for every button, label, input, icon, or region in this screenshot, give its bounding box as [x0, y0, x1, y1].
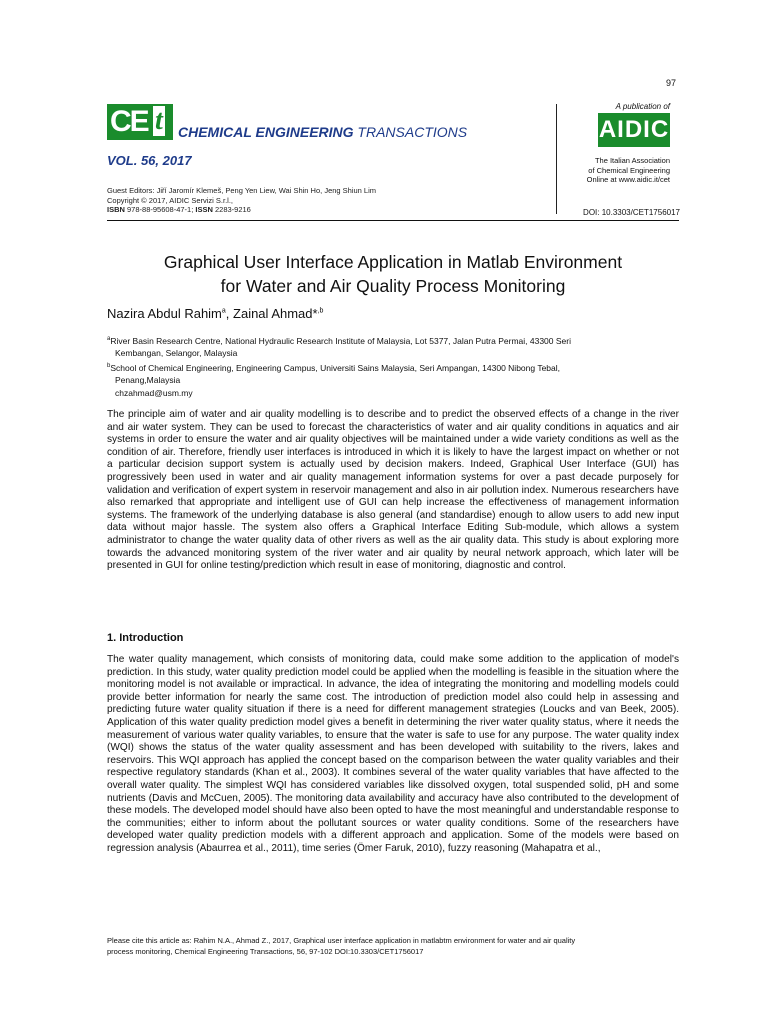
journal-title	[178, 124, 467, 140]
cet-logo	[107, 104, 173, 140]
affiliation-b	[107, 360, 679, 374]
issn-value: 2283-9216	[212, 205, 251, 214]
editors-block	[107, 186, 376, 215]
association-line: The Italian Association	[594, 156, 670, 165]
authors	[107, 306, 323, 321]
header-rule	[107, 220, 679, 221]
page-number: 97	[665, 78, 676, 88]
affiliation-b-sup: b	[107, 362, 111, 369]
isbn-line	[107, 205, 376, 215]
author-1: Nazira Abdul Rahim	[107, 306, 222, 321]
doi[interactable]: DOI: 10.3303/CET1756017	[583, 208, 680, 217]
aidic-logo: AIDIC	[598, 113, 670, 147]
corresponding-email[interactable]: chzahmad@usm.my	[115, 387, 193, 398]
issn-label: ISSN	[195, 205, 213, 214]
citation-footer	[107, 936, 687, 957]
citation-line: Please cite this article as: Rahim N.A., Ahmad Z., 2017, Graphical user interface application in matlabtm environment for water and air quality	[107, 936, 576, 945]
editors-line: Guest Editors: Jiří Jaromír Klemeš, Peng Yen Liew, Wai Shin Ho, Jeng Shiun Lim	[107, 186, 377, 195]
cet-logo-t: t	[155, 105, 163, 136]
author-2: , Zainal Ahmad*	[225, 306, 318, 321]
association-block	[560, 156, 670, 185]
affiliation-b-cont: Penang,Malaysia	[115, 375, 181, 386]
affiliation-a-sup: a	[107, 336, 111, 342]
isbn-value: 978-88-95608-47-1;	[124, 205, 196, 214]
affiliation-a	[107, 333, 679, 347]
affiliation-a-line1: River Basin Research Centre, National Hydraulic Research Institute of Malaysia, Lot 5377, Jalan Putra Permai, 43300 Seri	[110, 335, 571, 346]
article-title	[107, 250, 679, 298]
article-title-line2: for Water and Air Quality Process Monitoring	[220, 276, 566, 296]
volume: VOL. 56, 2017	[107, 153, 192, 168]
header-divider	[556, 104, 557, 214]
cet-logo-ce: CE	[110, 105, 148, 138]
publication-of: A publication of	[615, 102, 670, 111]
affiliations	[107, 333, 679, 399]
article-title-line1: Graphical User Interface Application in Matlab Environment	[163, 252, 623, 272]
journal-title-bold: CHEMICAL ENGINEERING	[178, 124, 354, 140]
isbn-label: ISBN	[107, 205, 125, 214]
affiliation-b-line1: School of Chemical Engineering, Engineering Campus, Universiti Sains Malaysia, Seri Ampangan, 14300 Nibong Tebal,	[110, 362, 560, 373]
introduction-text: The water quality management, which consists of monitoring data, could make some addition to the application of model's prediction. In this study, water quality prediction model could be applied when the modelling is feasible in the situation where the monitoring model is not available or impractical. In advance, the idea of integrating the monitoring and modelling models could provide better information for nearly the same cost. The introduction of prediction model also could help in assessing and predicting future water quality situation if there is a need for different management strategies (Loucks and van Beek, 2005). Application of this water quality prediction model gives a benefit in determining the river water quality status, where it needs the measurement of various water quality variables, to ensure that the water is safe to use for any purpose. The water quality index (WQI) shows the status of the water quality assessment and has been developed with suitability to the rivers, lakes and reservoirs. This WQI approach has applied the concept based on the comparison between the water quality variables and their respective regulatory standards (Khan et al., 2003). It combines several of the water quality variables that have affected to the overall water quality. The simplest WQI has considered variables like dissolved oxygen, total suspended solid, pH and some nutrients (Davis and McCuen, 2005). The monitoring data availability and accuracy have also contributed to the development of these models. The developed model should have also been opted to have the most meaningful and understandable response to the communities; either to inform about the pollutant sources or water quality conditions. Some of the researchers have developed water quality prediction models with a different approach and application. Some of the models were based on regression analysis (Abaurrea et al., 2011), time series (Ömer Faruk, 2010), fuzzy reasoning (Mahapatra et al.,	[107, 654, 679, 854]
journal-title-rest: TRANSACTIONS	[353, 124, 468, 140]
section-heading: 1. Introduction	[107, 632, 184, 644]
affiliation-a-cont: Kembangan, Selangor, Malaysia	[115, 348, 238, 359]
author-2-sup: ,b	[317, 307, 324, 315]
citation-line: process monitoring, Chemical Engineering Transactions, 56, 97-102 DOI:10.3303/CET1756017	[107, 946, 424, 956]
abstract: The principle aim of water and air quality modelling is to describe and to predict the observed effects of a change in the river and air water system. They can be used to forecast the characteristics of water and air quality conditions in aquatics and air systems in order to ensure the water and air quality objectives will be maintained under a wide variety conditions as well as the condition of air. Therefore, friendly user interfaces is introduced in which it is likely to have the largest impact on whether or not a particular decision support system is actually used by decision makers. Indeed, Graphical User Interface (GUI) has progressively been used in water and air quality management information systems for over a past decade purposely for validation and verification of expert system in reservoir management and also in air pollution index. Numerous researchers have also remarked that appropriate and intelligent use of GUI can help increase the effectiveness of management information systems. The framework of the underlying database is also general (and standardise) enough to allow users to add new input data without major hassle. The system also offers a Graphical Interface Editing Sub-module, which allows a system administrator to change the water quality data of other rivers as well as the air quality data. This study is about exploring more towards the advanced monitoring system of the river water and air quality by neural network approach, which later will be presented in GUI for online testing/prediction which result in ease of monitoring, diagnostic and control.	[107, 409, 679, 572]
association-line: of Chemical Engineering	[588, 165, 670, 175]
copyright-line: Copyright © 2017, AIDIC Servizi S.r.l.,	[107, 195, 233, 205]
author-1-sup: a	[221, 307, 226, 315]
association-link[interactable]: Online at www.aidic.it/cet	[586, 175, 670, 184]
